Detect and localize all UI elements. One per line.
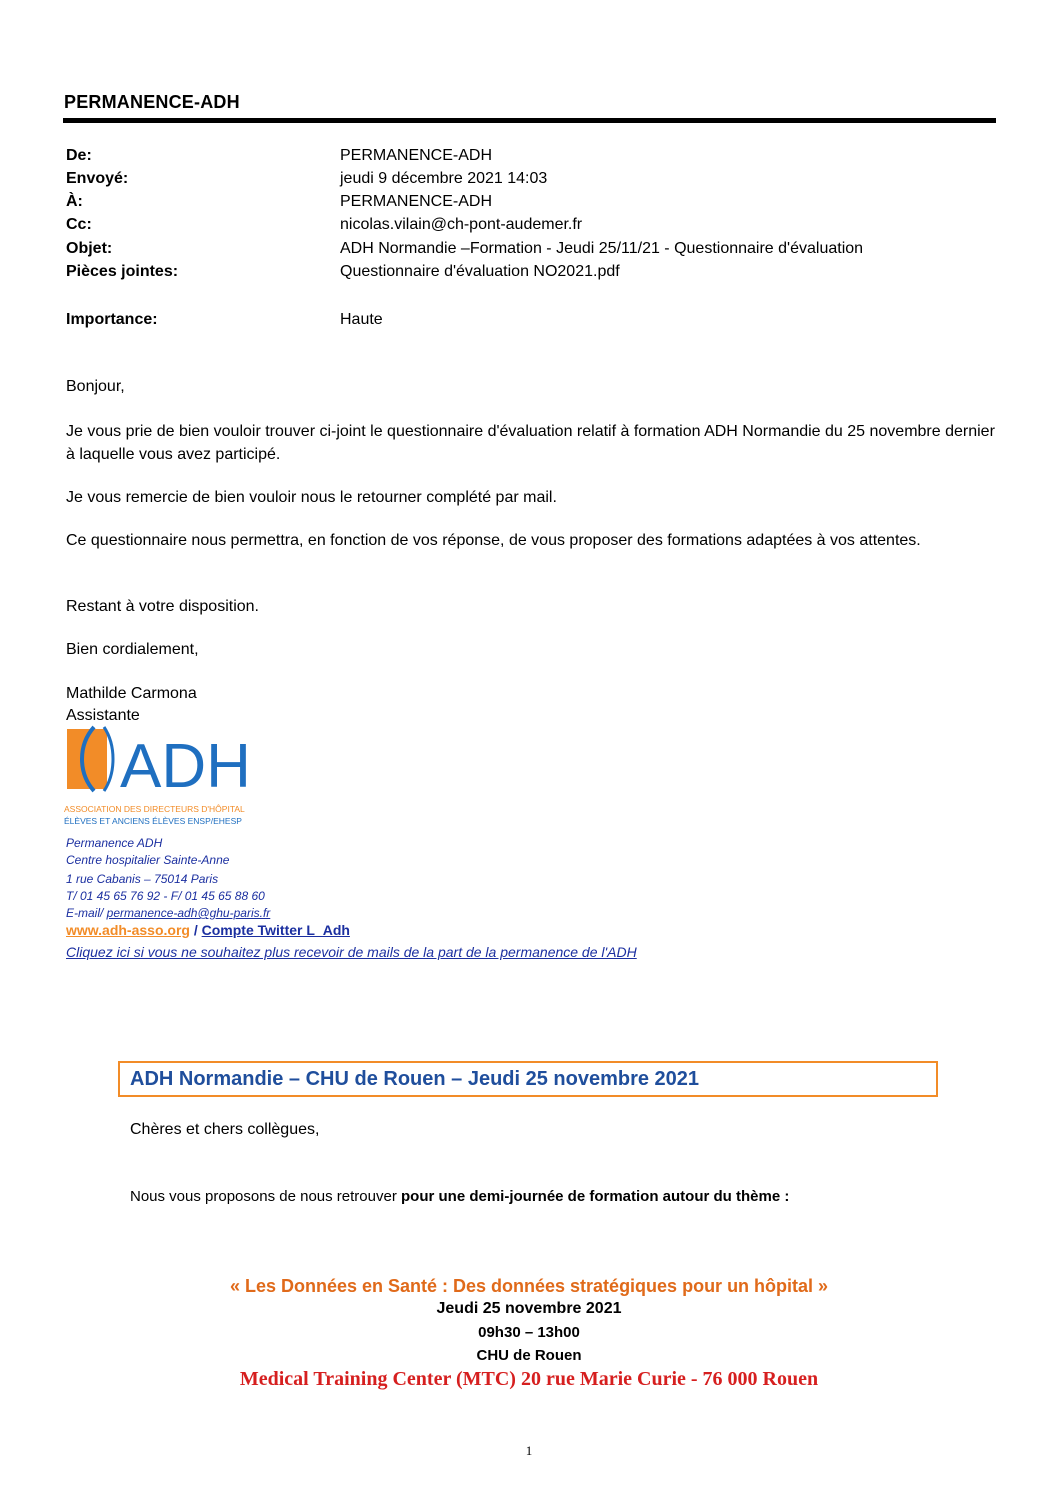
header-value: PERMANENCE-ADH xyxy=(340,147,493,164)
header-value: jeudi 9 décembre 2021 14:03 xyxy=(340,170,548,187)
link-separator: / xyxy=(189,922,202,938)
body-greeting: Bonjour, xyxy=(66,378,125,395)
logo-tagline-2: ÉLÈVES ET ANCIENS ÉLÈVES ENSP/EHESP xyxy=(64,816,242,826)
body-closing: Bien cordialement, xyxy=(66,641,199,658)
invitation-greeting: Chères et chers collègues, xyxy=(130,1121,320,1138)
event-time: 09h30 – 13h00 xyxy=(478,1324,580,1341)
signer-role: Assistante xyxy=(66,707,140,724)
event-place: CHU de Rouen xyxy=(476,1347,582,1364)
page-number: 1 xyxy=(525,1443,533,1458)
header-label: Pièces jointes: xyxy=(66,263,179,280)
body-paragraph-2: Je vous remercie de bien vouloir nous le retourner complété par mail. xyxy=(66,489,557,506)
unsubscribe-link[interactable]: Cliquez ici si vous ne souhaitez plus recevoir de mails de la part de la permanence de l'ADH xyxy=(66,944,637,960)
attachment-link[interactable]: Questionnaire d'évaluation NO2021.pdf xyxy=(340,263,620,280)
email-title: PERMANENCE-ADH xyxy=(64,92,240,112)
logo-tagline-1: ASSOCIATION DES DIRECTEURS D'HÔPITAL xyxy=(64,804,245,814)
invitation-title: ADH Normandie – CHU de Rouen – Jeudi 25 novembre 2021 xyxy=(130,1068,700,1090)
header-label: Envoyé: xyxy=(66,170,129,187)
event-theme: « Les Données en Santé : Des données stratégiques pour un hôpital » xyxy=(229,1276,829,1296)
signature-line-1: Permanence ADH xyxy=(66,836,163,850)
header-value: Haute xyxy=(340,311,383,328)
signature-email-link[interactable]: permanence-adh@ghu-paris.fr xyxy=(106,906,271,920)
body-paragraph-3: Ce questionnaire nous permettra, en fonction de vos réponse, de vous proposer des formations adaptées à vos attentes. xyxy=(66,532,921,549)
body-paragraph-4: Restant à votre disposition. xyxy=(66,598,259,615)
proposal-text: Nous vous proposons de nous retrouver xyxy=(130,1188,401,1205)
header-value: ADH Normandie –Formation - Jeudi 25/11/21 - Questionnaire d'évaluation xyxy=(340,240,864,257)
header-label: À: xyxy=(66,193,83,210)
links-row xyxy=(66,922,350,938)
website-link[interactable]: www.adh-asso.org xyxy=(66,922,190,938)
body-paragraph-1: Je vous prie de bien vouloir trouver ci-joint le questionnaire d'évaluation relatif à formation ADH Normandie du 25 novembre dernier à laquelle vous avez participé. xyxy=(66,423,995,463)
header-label: De: xyxy=(66,147,92,164)
invitation-proposal xyxy=(130,1186,910,1208)
event-address: Medical Training Center (MTC) 20 rue Marie Curie - 76 000 Rouen xyxy=(239,1368,819,1390)
signature-line-4: T/ 01 45 65 76 92 - F/ 01 45 65 88 60 xyxy=(66,889,265,903)
twitter-link[interactable]: Compte Twitter L_Adh xyxy=(201,922,350,938)
event-date: Jeudi 25 novembre 2021 xyxy=(436,1300,622,1317)
header-label: Importance: xyxy=(66,311,158,328)
header-label: Objet: xyxy=(66,240,113,257)
invitation-title-box xyxy=(118,1061,938,1097)
signature-email-row xyxy=(66,905,270,922)
header-value: nicolas.vilain@ch-pont-audemer.fr xyxy=(340,216,583,233)
header-label: Cc: xyxy=(66,216,92,233)
logo-text: ADH xyxy=(120,732,251,801)
signer-name: Mathilde Carmona xyxy=(66,685,197,702)
signature-line-3: 1 rue Cabanis – 75014 Paris xyxy=(66,872,219,886)
header-value: PERMANENCE-ADH xyxy=(340,193,493,210)
adh-logo xyxy=(64,725,294,833)
email-label: E-mail/ xyxy=(66,906,107,920)
signature-line-2: Centre hospitalier Sainte-Anne xyxy=(66,853,230,867)
proposal-bold-text: pour une demi-journée de formation autour du thème : xyxy=(401,1188,790,1205)
title-divider xyxy=(63,118,996,123)
